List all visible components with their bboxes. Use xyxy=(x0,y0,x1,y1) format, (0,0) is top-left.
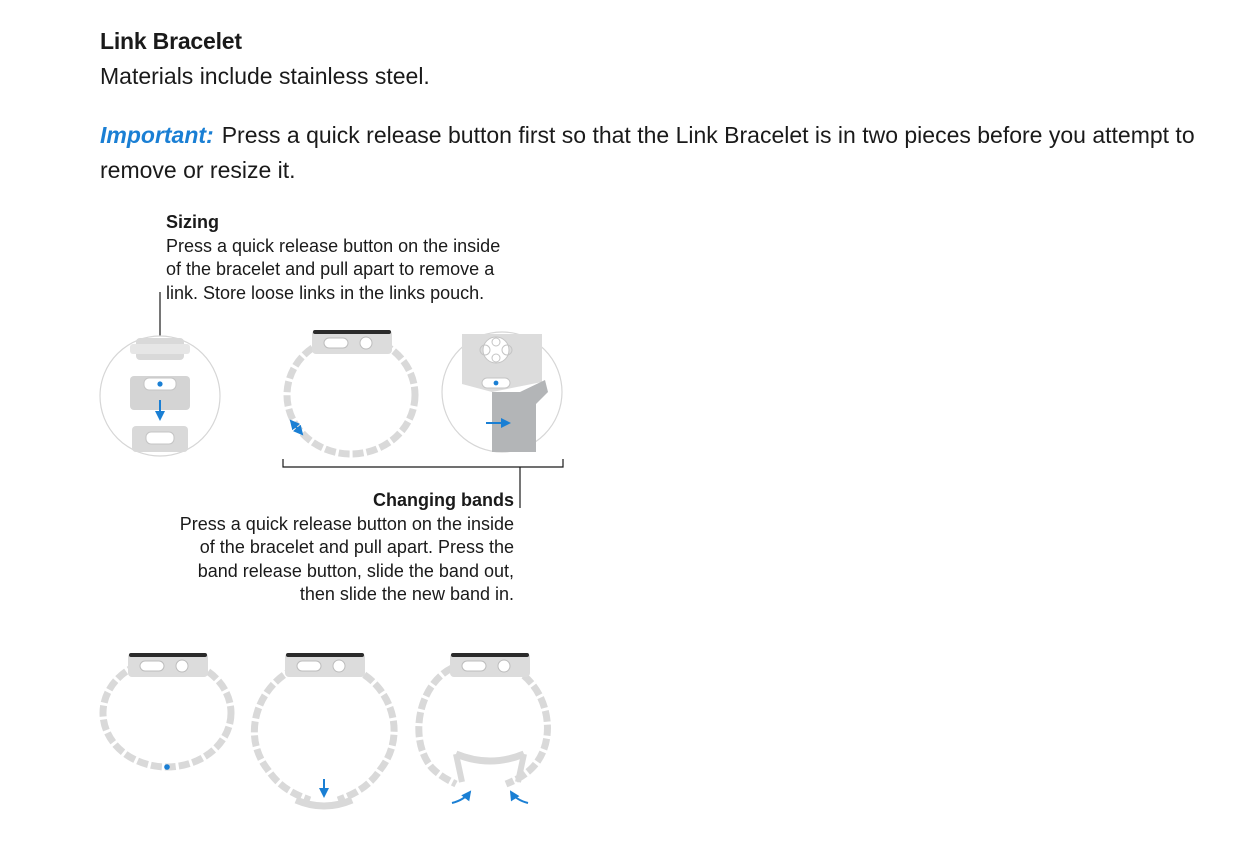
bracelet-rejoin-illustration xyxy=(419,653,548,803)
section-subtitle: Materials include stainless steel. xyxy=(100,63,430,89)
changing-bands-line: of the bracelet and pull apart. Press the xyxy=(199,537,514,557)
changing-bands-bracket xyxy=(283,459,563,508)
band-release-illustration xyxy=(442,332,562,452)
sizing-title: Sizing xyxy=(166,212,219,232)
section-title: Link Bracelet xyxy=(100,28,242,54)
changing-bands-title: Changing bands xyxy=(373,490,514,510)
changing-bands-line: then slide the new band in. xyxy=(299,584,514,604)
bracelet-open-illustration xyxy=(287,330,415,454)
sizing-line: of the bracelet and pull apart to remove a xyxy=(166,259,495,279)
changing-bands-line: band release button, slide the band out, xyxy=(197,560,514,581)
bracelet-closed-illustration xyxy=(103,653,231,770)
important-text: Press a quick release button first so that the Link Bracelet is in two pieces before you attempt to remove or resize it. xyxy=(100,122,1195,183)
link-detail-illustration xyxy=(100,336,220,456)
sizing-line: link. Store loose links in the links pouch. xyxy=(166,282,485,303)
changing-bands-line: Press a quick release button on the inside xyxy=(179,513,514,534)
bracelet-separating-illustration xyxy=(254,653,394,806)
important-label: Important: xyxy=(100,122,214,148)
sizing-line: Press a quick release button on the inside xyxy=(166,235,501,256)
